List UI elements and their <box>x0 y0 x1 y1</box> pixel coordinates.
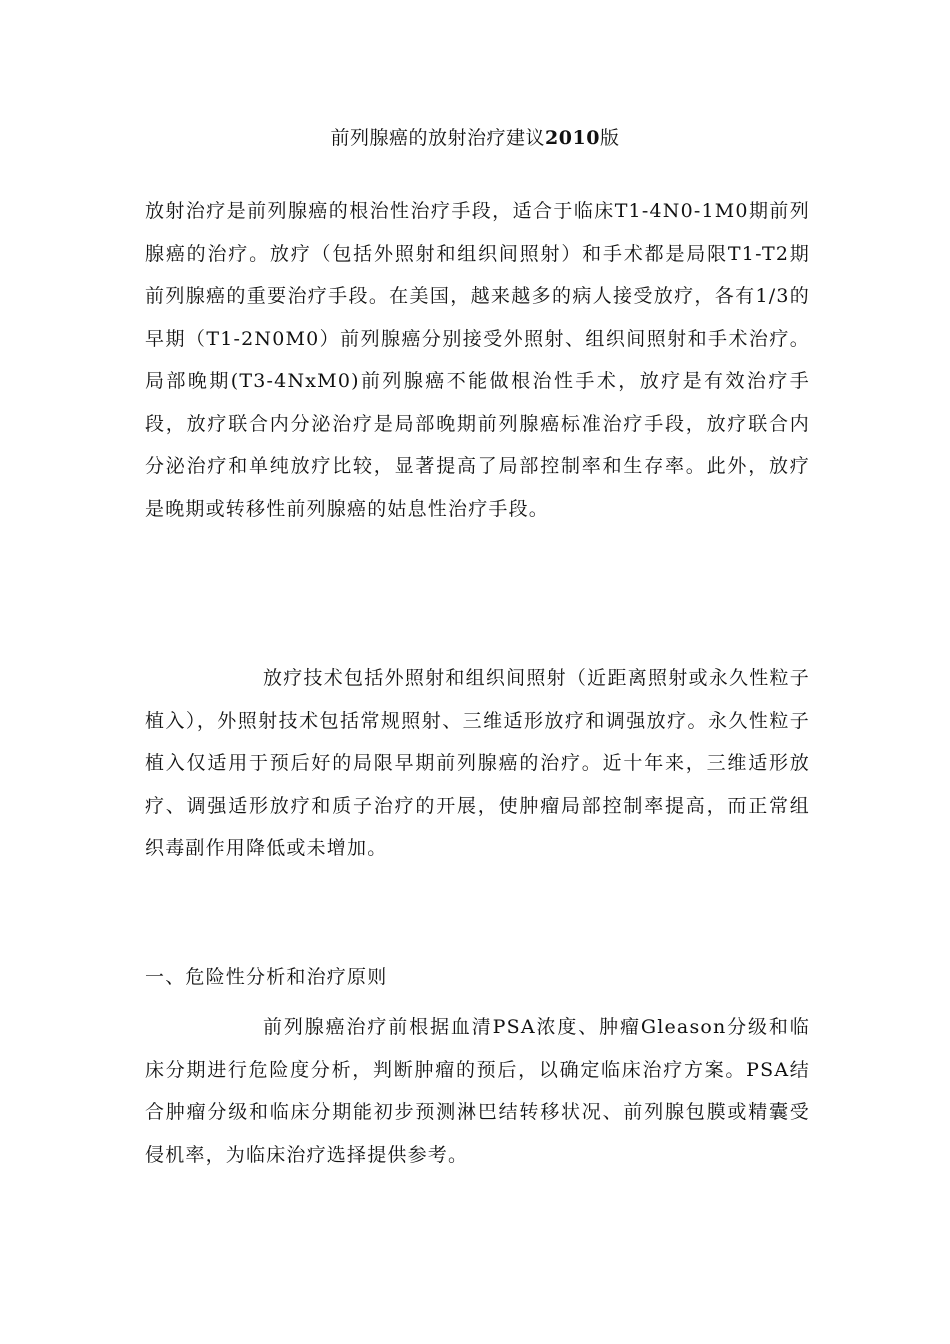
document-title <box>0 124 950 152</box>
title-suffix: 版 <box>599 127 620 149</box>
title-text: 前列腺癌的放射治疗建议 <box>330 127 546 149</box>
paragraph-risk-analysis: 前列腺癌治疗前根据血清PSA浓度、肿瘤Gleason分级和临床分期进行危险度分析，判断肿瘤的预后，以确定临床治疗方案。PSA结合肿瘤分级和临床分期能初步预测淋巴结转移状况、前列腺包膜或精囊受侵机率，为临床治疗选择提供参考。 <box>145 1016 810 1166</box>
paragraph-radiotherapy-techniques: 放疗技术包括外照射和组织间照射（近距离照射或永久性粒子植入），外照射技术包括常规照射、三维适形放疗和调强放疗。永久性粒子植入仅适用于预后好的局限早期前列腺癌的治疗。近十年来，三维适形放疗、调强适形放疗和质子治疗的开展，使肿瘤局部控制率提高，而正常组织毒副作用降低或未增加。 <box>145 667 810 859</box>
section-heading-risk-analysis: 一、危险性分析和治疗原则 <box>145 966 388 988</box>
paragraph-radiotherapy-overview: 放射治疗是前列腺癌的根治性治疗手段，适合于临床T1-4N0-1M0期前列腺癌的治疗。放疗（包括外照射和组织间照射）和手术都是局限T1-T2期前列腺癌的重要治疗手段。在美国，越来越多的病人接受放疗，各有1/3的早期（T1-2N0M0）前列腺癌分别接受外照射、组织间照射和手术治疗。局部晚期(T3-4NxM0)前列腺癌不能做根治性手术，放疗是有效治疗手段，放疗联合内分泌治疗是局部晚期前列腺癌标准治疗手段，放疗联合内分泌治疗和单纯放疗比较，显著提高了局部控制率和生存率。此外，放疗是晚期或转移性前列腺癌的姑息性治疗手段。 <box>145 200 810 520</box>
title-year: 2010 <box>545 127 600 149</box>
